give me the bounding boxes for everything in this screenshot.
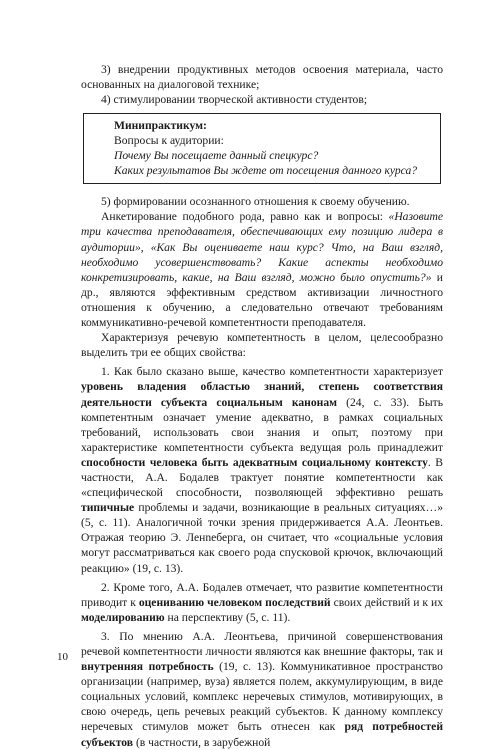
point1-text-c: (24, с. 33). Быть компетентным означает умение адекватно, в рамках социальных требований, использовать свои знания и опыт, поэтому при характеристике компетентности субъекта ведущая роль принадлежит: [81, 395, 443, 454]
point2-text-e: на перспективу (5, с. 11).: [164, 610, 291, 624]
point1-bold-b: уровень владения областью знаний, степень соответствия деятельности субъекта социальным канонам: [81, 380, 443, 409]
paragraph-characterizing: Характеризуя речевую компетентность в целом, целесообразно выделить три ее общих свойства:: [81, 331, 443, 360]
mini-practice-title: Минипрактикум:: [114, 119, 207, 133]
paragraph-point-1: [81, 364, 443, 575]
point1-text-e: . В частности, А.А. Бодалев трактует понятие компетентности как «специфической способности, позволяющей эффективно решать: [81, 455, 443, 500]
point1-bold-d: способности человека быть адекватным социальному контексту: [81, 455, 428, 469]
survey-quote: «Назовите три качества преподавателя, обеспечивающих ему позицию лидера в аудитории», «Как Вы оцениваете наш курс? Что, на Ваш взгляд, необходимо усовершенствовать? Какие аспекты необходимо конкретизировать, какие, на Ваш взгляд, можно было опустить?»: [81, 210, 443, 284]
point1-text-g: проблемы и задачи, возникающие в реальных ситуациях…» (5, с. 11). Аналогичной точки зрения придерживается А.А. Леонтьев. Отражая теорию Э. Ленneберга, он считает, что «социальные условия могут рассматриваться как своего рода спусковой крючок, включающий реакцию» (19, с. 13).: [81, 501, 443, 575]
paragraph-point-3: [81, 629, 443, 750]
point2-bold-d: моделированию: [81, 610, 165, 624]
point2-bold-b: оцениванию человеком последствий: [138, 595, 331, 609]
point3-bold-b: внутренняя потребность: [81, 660, 214, 674]
point2-text-a: 2. Кроме того, А.А. Бодалев отмечает, что развитие компетентности приводит к: [81, 580, 443, 609]
survey-lead: Анкетирование подобного рода, равно как и вопросы:: [101, 210, 389, 224]
point3-text-c: (19, с. 13). Коммуникативное пространство организации (например, вуза) является полем, аккумулирующим, в виде социальных условий, комплекс неречевых стимулов, мотивирующих, в свою очередь, цепь речевых реакций субъектов. К данному комплексу неречевых стимулов может быть отнесен как: [81, 660, 443, 734]
point2-text-c: своих действий и к их: [330, 595, 443, 609]
mini-practice-question-1: Почему Вы посещаете данный спецкурс?: [114, 149, 319, 163]
point1-text-a: 1. Как было сказано выше, качество компетентности характеризует: [101, 365, 443, 379]
mini-practice-question-2: Каких результатов Вы ждете от посещения данного курса?: [114, 164, 418, 178]
body-text: [81, 62, 443, 750]
list-item-4: 4) стимулировании творческой активности студентов;: [101, 93, 368, 107]
point3-bold-d: ряд потребностей субъектов: [81, 720, 443, 749]
paragraph-point-2: [81, 580, 443, 625]
point1-bold-f: типичные: [81, 501, 135, 515]
mini-practice-intro: Вопросы к аудитории:: [114, 134, 224, 148]
survey-tail: и др., являются эффективным средством активизации личностного отношения к обучению, а следовательно отвечают требованиям коммуникативно-речевой компетентности преподавателя.: [81, 270, 443, 330]
paragraph-survey: [81, 209, 443, 330]
mini-practice-box: [83, 113, 441, 184]
list-item-5: 5) формировании осознанного отношения к своему обучению.: [101, 195, 410, 209]
list-item-3: 3) внедрении продуктивных методов освоения материала, часто основанных на диалоговой технике;: [81, 63, 443, 92]
point3-text-a: 3. По мнению А.А. Леонтьева, причиной совершенствования речевой компетентности личности являются как внешние факторы, так и: [81, 629, 443, 658]
page-number: 10: [57, 651, 68, 663]
point3-text-e: (в частности, в зарубежной: [133, 735, 271, 749]
